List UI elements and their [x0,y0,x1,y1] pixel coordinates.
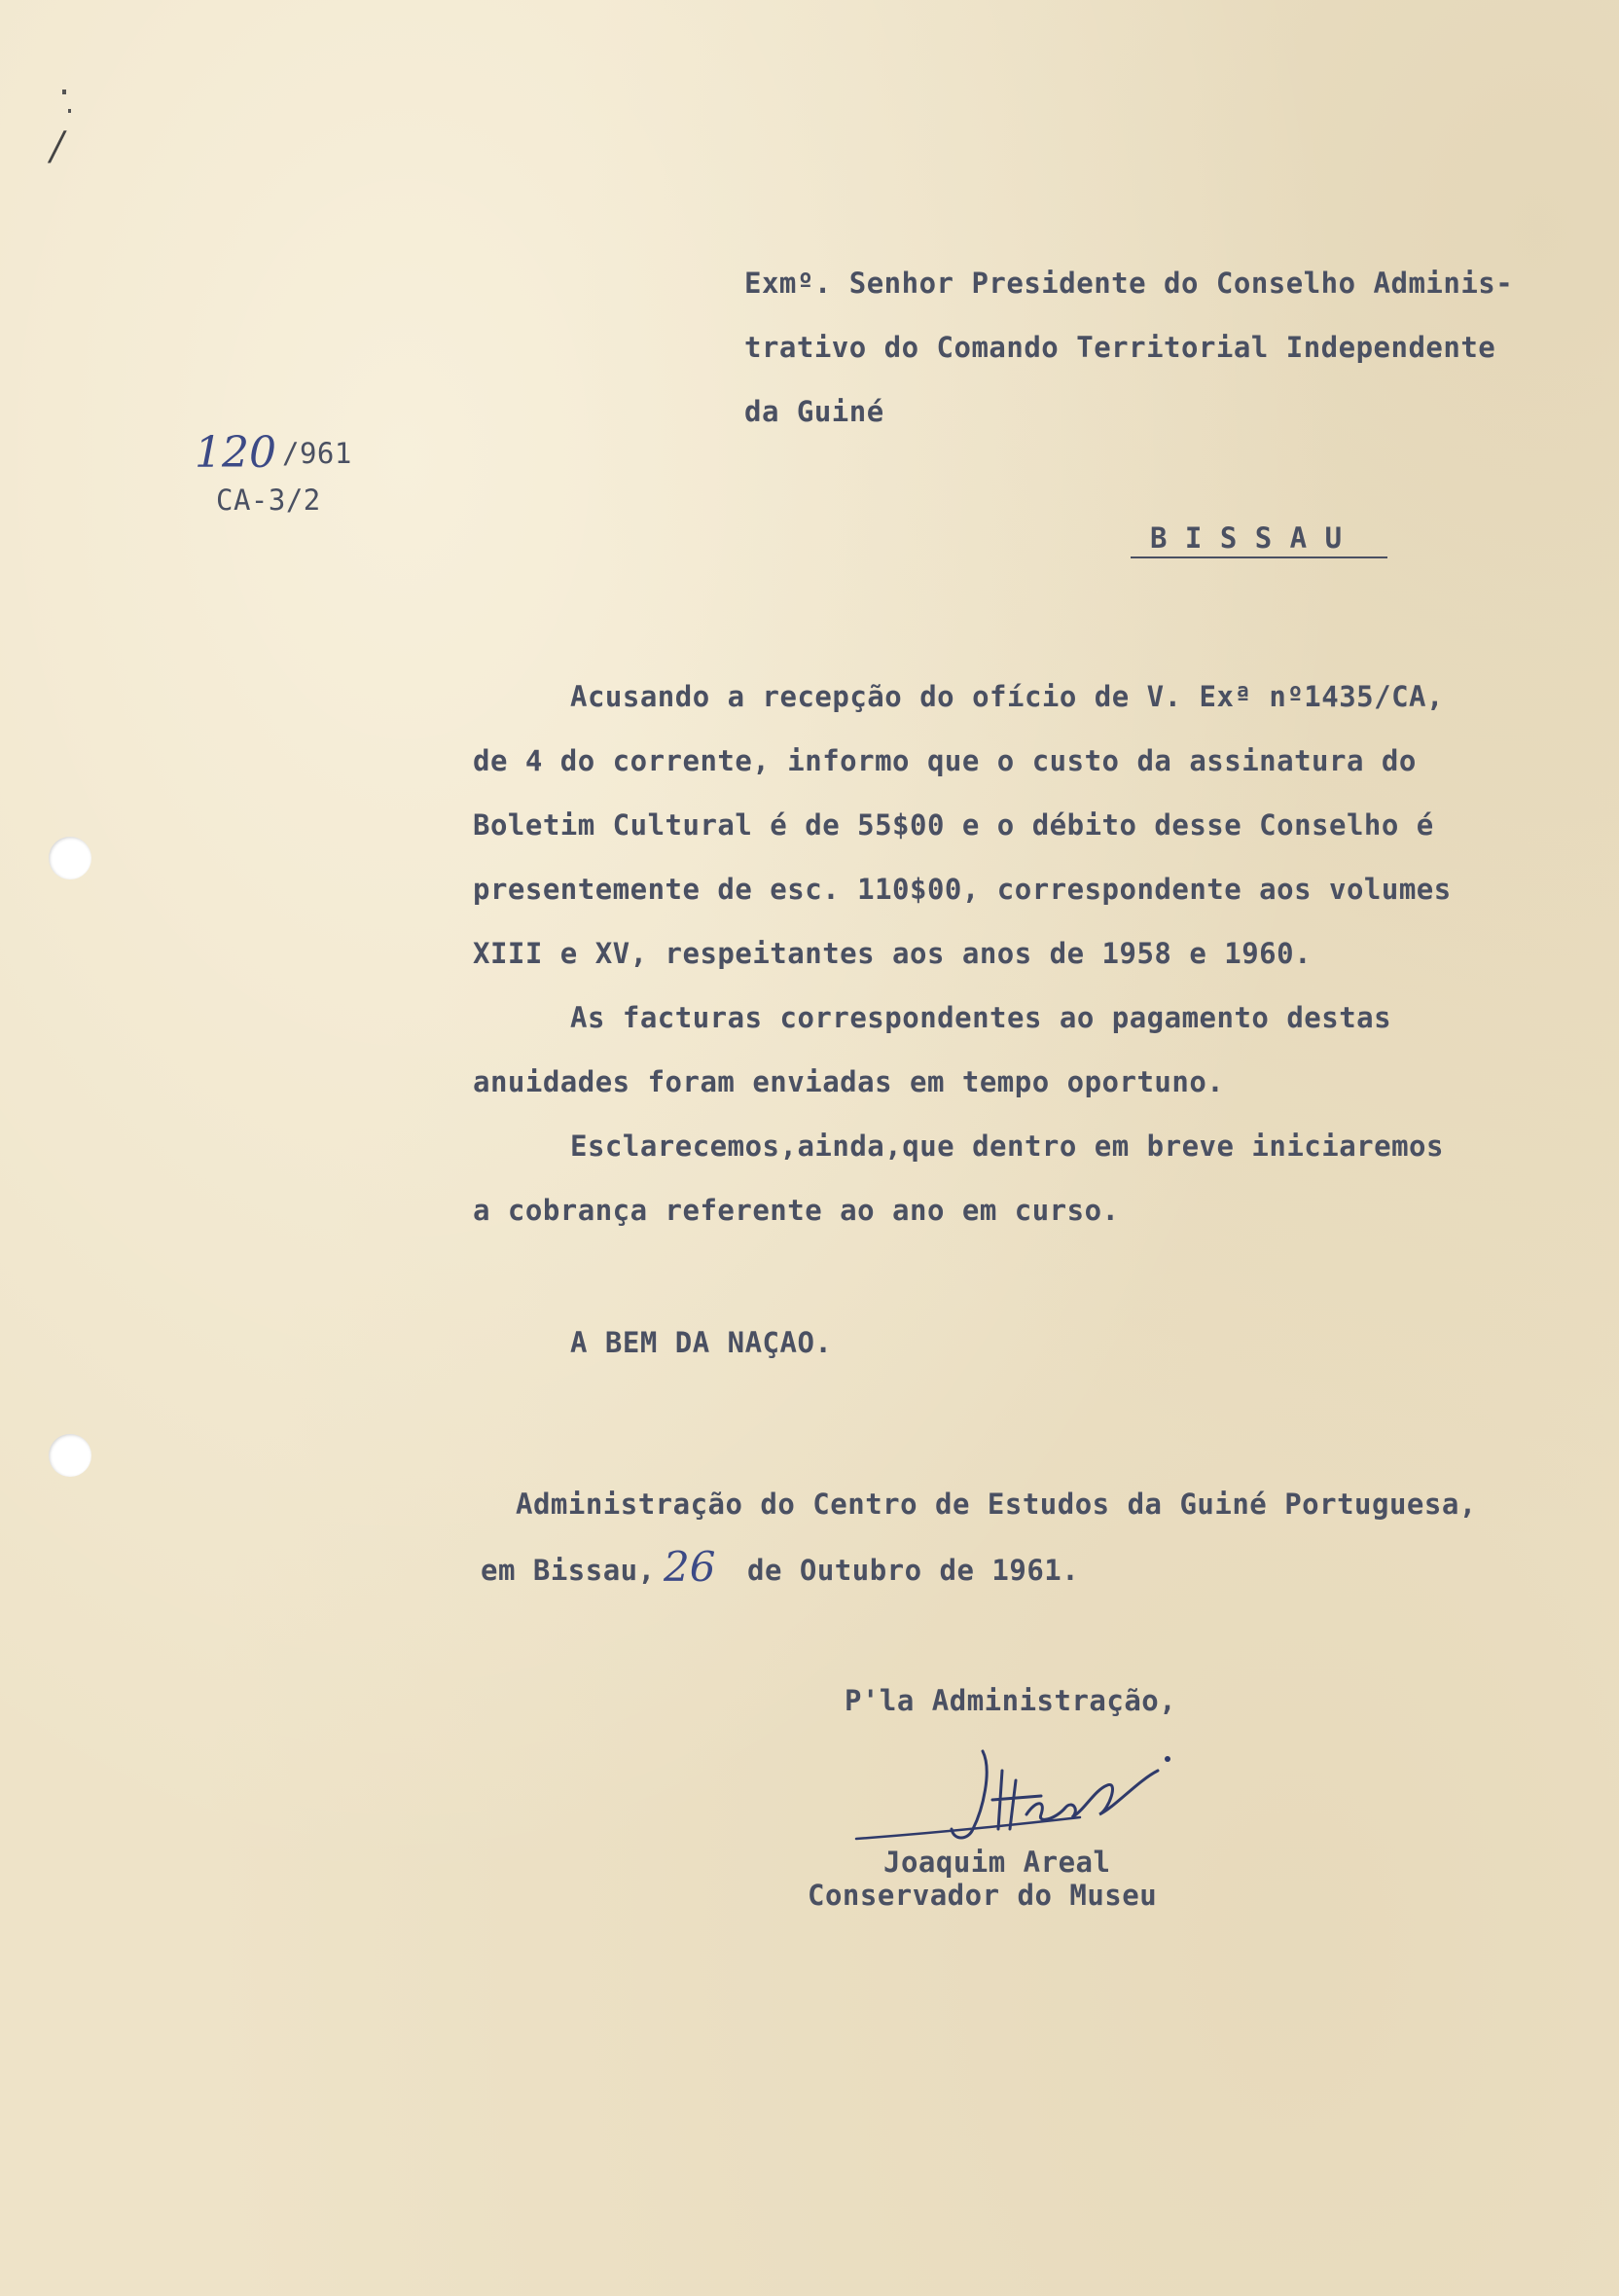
origin-line-2-prefix: em Bissau, [481,1554,656,1587]
closing-salutation: A BEM DA NAÇAO. [570,1326,833,1359]
punch-hole-bottom [49,1434,91,1477]
punch-hole-top [49,837,91,879]
margin-dot-mark [62,90,66,94]
body-paragraph-2-line-1: As facturas correspondentes ao pagamento destas [570,1001,1392,1034]
body-paragraph-3-line-2: a cobrança referente ao ano em curso. [473,1194,1120,1227]
addressee-line-3: da Guiné [744,395,884,428]
addressee-line-2: trativo do Comando Territorial Independente [744,331,1496,364]
origin-day-handwritten: 26 [664,1543,716,1591]
addressee-city: B I S S A U [1150,521,1343,555]
body-paragraph-1-line-4: presentemente de esc. 110$00, correspondente aos volumes [473,873,1452,906]
body-paragraph-1-line-2: de 4 do corrente, informo que o custo da assinatura do [473,744,1417,777]
body-paragraph-2-line-2: anuidades foram enviadas em tempo oportuno. [473,1065,1225,1098]
origin-line-2-suffix: de Outubro de 1961. [747,1554,1080,1587]
signatory-title: Conservador do Museu [808,1879,1158,1912]
city-underline [1131,556,1387,558]
reference-year: /961 [282,437,352,470]
body-paragraph-3-line-1: Esclarecemos,ainda,que dentro em breve iniciaremos [570,1130,1444,1163]
reference-number: 120 [195,428,276,478]
origin-line-1: Administração do Centro de Estudos da Guiné Portuguesa, [516,1488,1477,1521]
addressee-line-1: Exmº. Senhor Presidente do Conselho Adminis- [744,267,1514,300]
body-paragraph-1-line-3: Boletim Cultural é de 55$00 e o débito desse Conselho é [473,808,1434,842]
margin-note: / [51,125,64,169]
on-behalf-line: P'la Administração, [845,1684,1177,1717]
body-paragraph-1-line-5: XIII e XV, respeitantes aos anos de 1958 e 1960. [473,937,1313,970]
body-paragraph-1-line-1: Acusando a recepção do ofício de V. Exª nº1435/CA, [570,680,1444,713]
signatory-name: Joaquim Areal [883,1846,1111,1879]
margin-dot-mark [68,109,71,113]
handwritten-signature [846,1732,1197,1858]
file-code: CA-3/2 [216,484,321,517]
